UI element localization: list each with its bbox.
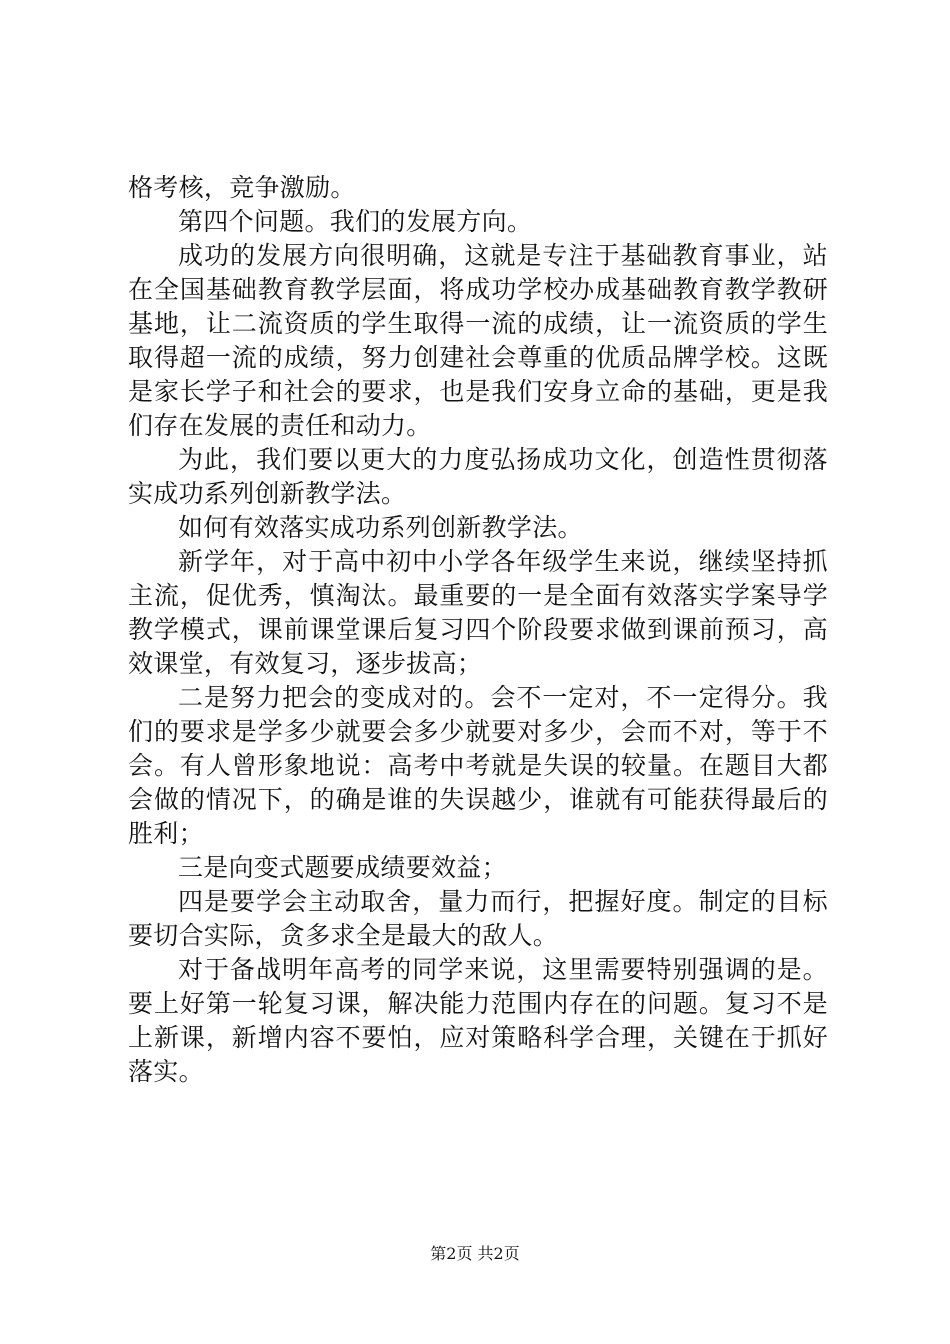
- paragraph-6: 新学年，对于高中初中小学各年级学生来说，继续坚持抓主流，促优秀，慎淘汰。最重要的一是全面有效落实学案导学教学模式，课前课堂课后复习四个阶段要求做到课前预习，高效课堂，有效复习，逐步拔高；: [128, 547, 828, 678]
- paragraph-9: 四是要学会主动取舍，量力而行，把握好度。制定的目标要切合实际，贪多求全是最大的敌人。: [128, 887, 828, 950]
- paragraph-8: 三是向变式题要成绩要效益；: [178, 853, 507, 882]
- paragraph-4: 为此，我们要以更大的力度弘扬成功文化，创造性贯彻落实成功系列创新教学法。: [128, 445, 828, 508]
- page-number-label: 第2页 共2页: [430, 1244, 520, 1263]
- page-footer: [0, 1244, 950, 1264]
- document-body: [128, 171, 828, 1089]
- paragraph-3: 成功的发展方向很明确，这就是专注于基础教育事业，站在全国基础教育教学层面，将成功学校办成基础教育教学教研基地，让二流资质的学生取得一流的成绩，让一流资质的学生取得超一流的成绩，努力创建社会尊重的优质品牌学校。这既是家长学子和社会的要求，也是我们安身立命的基础，更是我们存在发展的责任和动力。: [128, 241, 828, 440]
- paragraph-1: 格考核，竞争激励。: [128, 173, 356, 202]
- paragraph-7: 二是努力把会的变成对的。会不一定对，不一定得分。我们的要求是学多少就要会多少就要对多少，会而不对，等于不会。有人曾形象地说：高考中考就是失误的较量。在题目大都会做的情况下，的确是谁的失误越少，谁就有可能获得最后的胜利；: [128, 683, 828, 848]
- paragraph-5: 如何有效落实成功系列创新教学法。: [178, 513, 583, 542]
- paragraph-10: 对于备战明年高考的同学来说，这里需要特别强调的是。要上好第一轮复习课，解决能力范围内存在的问题。复习不是上新课，新增内容不要怕，应对策略科学合理，关键在于抓好落实。: [128, 955, 828, 1086]
- paragraph-2: 第四个问题。我们的发展方向。: [178, 207, 533, 236]
